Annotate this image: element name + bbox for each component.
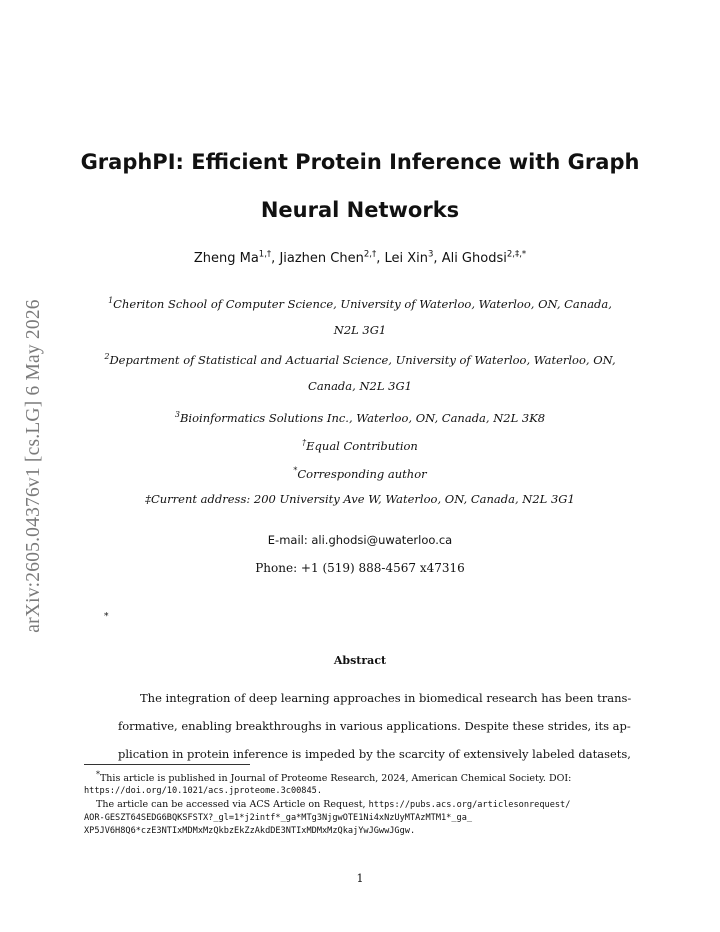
access-link-cont[interactable]: AOR-GESZT64SEDG6BQKSFSTX?_gl=1*j2intf*_ga*MTg3NjgwOTE1Ni4xNzUyMTAzMTM1*_ga_ (84, 813, 473, 824)
access-link[interactable]: https://pubs.acs.org/articlesonrequest/ (368, 800, 571, 811)
footnote-rule (84, 764, 250, 765)
title-line-1: GraphPI: Efficient Protein Inference with Graph (80, 150, 640, 174)
paper-title (80, 138, 640, 234)
abstract-line: formative, enabling breakthroughs in various applications. Despite these strides, its ap- (118, 719, 631, 733)
footnote-star-mark: * (104, 612, 109, 622)
author: Zheng $Ma^{1,\dagger}$, (193, 250, 280, 267)
page-number: 1 (356, 872, 364, 885)
footnote-line: *This article is published in Journal of Proteome Research, 2024, American Chemical Society. DOI: (96, 770, 572, 785)
arxiv-side-stamp: arXiv:2605.04376v1 [cs.LG] 6 May 2026 (23, 299, 44, 633)
footnote-block (84, 768, 640, 838)
author: Lei Xin$^3$, (384, 250, 442, 267)
corresponding-author-note: *Corresponding author (293, 466, 427, 481)
affiliation-2: $^2$Department of Statistical and Actuarial Science, University of Waterloo, Waterloo, ON, Canada, N2L 3G1 (104, 352, 616, 393)
affiliation-1: $^1$Cheriton School of Computer Science, University of Waterloo, Waterloo, ON, Canada, N2L 3G1 (108, 296, 612, 337)
abstract-line: The integration of deep learning approaches in biomedical research has been trans- (140, 691, 632, 705)
email-line[interactable]: E-mail: ali.ghodsi@uwaterloo.ca (267, 533, 453, 547)
doi-link[interactable]: https://doi.org/10.1021/acs.jproteome.3c00845. (84, 786, 323, 797)
title-line-2: Neural Networks (260, 198, 460, 222)
equal-contribution-note: †Equal Contribution (302, 438, 418, 453)
affiliation-3: $^3$Bioinformatics Solutions Inc., Waterloo, ON, Canada, N2L 3K8 (174, 410, 546, 425)
author: Jiazhen Chen$^{2,\dagger}$, (279, 250, 385, 267)
current-address-note: ‡Current address: 200 University Ave W, Waterloo, ON, Canada, N2L 3G1 (145, 492, 575, 506)
phone-line: Phone: +1 (519) 888-4567 x47316 (255, 561, 465, 575)
abstract-line: plication in protein inference is impeded by the scarcity of extensively labeled datasets, (118, 747, 631, 761)
abstract-body (118, 684, 632, 768)
access-link-cont[interactable]: XP5JV6H8Q6*czE3NTIxMDMxMzQkbzEkZzAkdDE3NTIxMDMxMzQkajYwJGwwJGgw. (84, 826, 416, 837)
footnote-line: The article can be accessed via ACS Article on Request, https://pubs.acs.org/articlesonrequest/ (96, 799, 571, 811)
author: Ali Ghodsi$^{2,\ddagger,*}$ (441, 250, 527, 267)
abstract-heading: Abstract (333, 654, 387, 667)
author-list (80, 250, 640, 266)
